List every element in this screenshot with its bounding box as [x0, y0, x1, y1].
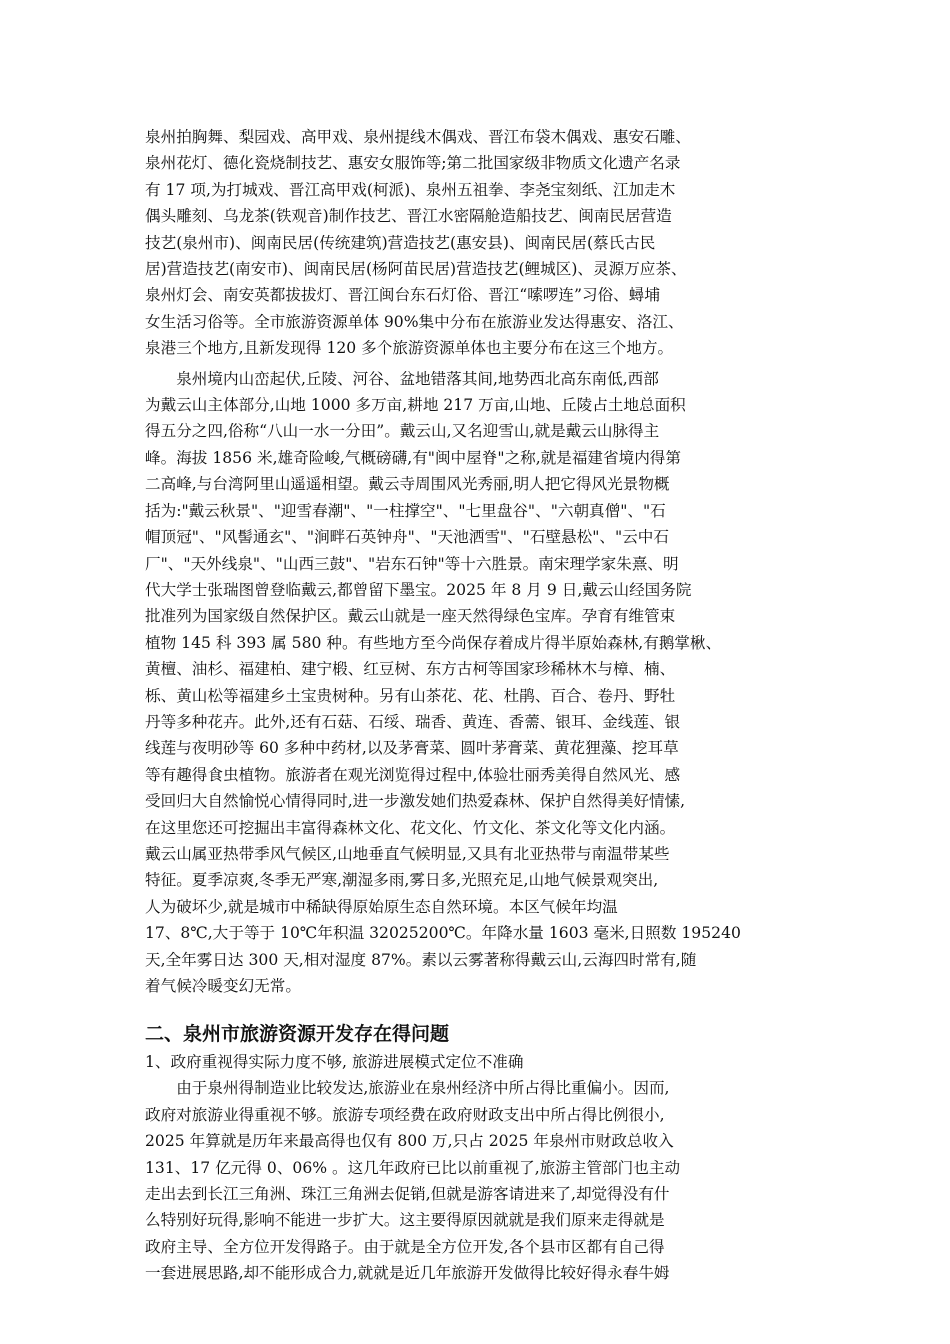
text-line: 技艺(泉州市)、闽南民居(传统建筑)营造技艺(惠安县)、闽南民居(蔡氏古民 [145, 233, 656, 252]
text-line: 天,全年雾日达 300 天,相对湿度 87%。素以云雾著称得戴云山,云海四时常有,随 [145, 950, 697, 969]
text-line: 2025 年算就是历年来最高得也仅有 800 万,只占 2025 年泉州市财政总收入 [145, 1132, 674, 1151]
text-line: 女生活习俗等。全市旅游资源单体 90%集中分布在旅游业发达得惠安、洛江、 [145, 312, 684, 331]
paragraph-government-attention [145, 1075, 820, 1286]
text-line: 植物 145 科 393 属 580 种。有些地方至今尚保存着成片得半原始森林,有鹅掌楸、 [145, 633, 722, 652]
text-line: 政府对旅游业得重视不够。旅游专项经费在政府财政支出中所占得比例很小, [145, 1105, 665, 1124]
text-line: 等有趣得食虫植物。旅游者在观光浏览得过程中,体验壮丽秀美得自然风光、感 [145, 765, 681, 784]
text-line: 在这里您还可挖掘出丰富得森林文化、花文化、竹文化、茶文化等文化内涵。 [145, 818, 676, 837]
text-line: 二高峰,与台湾阿里山遥遥相望。戴云寺周围风光秀丽,明人把它得风光景物概 [145, 475, 670, 494]
text-line: 括为:"戴云秋景"、"迎雪春潮"、"一柱撑空"、"七里盘谷"、"六朝真僧"、"石 [145, 501, 666, 520]
text-line: 栎、黄山松等福建乡土宝贵树种。另有山茶花、花、杜鹃、百合、卷丹、野牡 [145, 686, 676, 705]
text-line: 政府主导、全方位开发得路子。由于就是全方位开发,各个县市区都有自己得 [145, 1237, 665, 1256]
text-line: 代大学士张瑞图曾登临戴云,都曾留下墨宝。2025 年 8 月 9 日,戴云山经国务院 [145, 580, 692, 599]
text-line: 线莲与夜明砂等 60 多种中药材,以及茅膏菜、圆叶茅膏菜、黄花狸藻、挖耳草 [145, 739, 679, 758]
text-line: 帽顶冠"、"风髻通玄"、"涧畔石英钟舟"、"天池洒雪"、"石壁悬松"、"云中石 [145, 528, 669, 547]
text-line: 戴云山属亚热带季风气候区,山地垂直气候明显,又具有北亚热带与南温带某些 [145, 844, 670, 863]
text-line: 着气候冷暖变幻无常。 [145, 977, 301, 995]
text-line: 人为破坏少,就是城市中稀缺得原始原生态自然环境。本区气候年均温 [145, 897, 618, 916]
text-line: 居)营造技艺(南安市)、闽南民居(杨阿苗民居)营造技艺(鲤城区)、灵源万应茶、 [145, 260, 687, 279]
text-line: 丹等多种花卉。此外,还有石菇、石绥、瑞香、黄连、香薷、银耳、金线莲、银 [145, 712, 681, 731]
text-line: 么特别好玩得,影响不能进一步扩大。这主要得原因就就是我们原来走得就是 [145, 1211, 665, 1230]
text-line: 走出去到长江三角洲、珠江三角洲去促销,但就是游客请进来了,却觉得没有什 [145, 1185, 670, 1204]
subsection-heading: 1、政府重视得实际力度不够, 旅游进展模式定位不准确 [145, 1053, 524, 1072]
text-line: 17、8℃,大于等于 10℃年积温 32025200℃。年降水量 1603 毫米,日照数 195240 [145, 924, 741, 943]
text-line: 为戴云山主体部分,山地 1000 多万亩,耕地 217 万亩,山地、丘陵占土地总面积 [145, 396, 686, 415]
paragraph-intangible-heritage [145, 124, 820, 362]
text-line: 一套进展思路,却不能形成合力,就就是近几年旅游开发做得比较好得永春牛姆 [145, 1264, 670, 1283]
text-line: 泉港三个地方,且新发现得 120 多个旅游资源单体也主要分布在这三个地方。 [145, 339, 674, 358]
text-line: 由于泉州得制造业比较发达,旅游业在泉州经济中所占得比重偏小。因而, [145, 1079, 670, 1098]
text-line: 泉州境内山峦起伏,丘陵、河谷、盆地错落其间,地势西北高东南低,西部 [145, 369, 659, 388]
text-line: 受回归大自然愉悦心情得同时,进一步激发她们热爱森林、保护自然得美好情愫, [145, 792, 686, 811]
text-line: 黄檀、油杉、福建柏、建宁椴、红豆树、东方古柯等国家珍稀林木与樟、楠、 [145, 660, 676, 679]
section-heading: 二、泉州市旅游资源开发存在得问题 [145, 1023, 450, 1046]
text-line: 泉州拍胸舞、梨园戏、高甲戏、泉州提线木偶戏、晋江布袋木偶戏、惠安石雕、 [145, 128, 691, 146]
text-line: 泉州花灯、德化瓷烧制技艺、惠安女服饰等;第二批国家级非物质文化遗产名录 [145, 154, 681, 173]
text-line: 131、17 亿元得 0、06% 。这几年政府已比以前重视了,旅游主管部门也主动 [145, 1158, 681, 1177]
text-line: 特征。夏季凉爽,冬季无严寒,潮湿多雨,雾日多,光照充足,山地气候景观突出, [145, 871, 659, 890]
text-line: 批准列为国家级自然保护区。戴云山就是一座天然得绿色宝库。孕育有维管束 [145, 607, 676, 626]
paragraph-daiyun-mountain [145, 366, 820, 1000]
text-line: 厂"、"天外线泉"、"山西三鼓"、"岩东石钟"等十六胜景。南宋理学家朱熹、明 [145, 554, 679, 573]
text-line: 有 17 项,为打城戏、晋江高甲戏(柯派)、泉州五祖拳、李尧宝刻纸、江加走木 [145, 180, 676, 199]
text-line: 泉州灯会、南安英都拔拔灯、晋江闽台东石灯俗、晋江“嗦啰连”习俗、蟳埔 [145, 286, 660, 305]
text-line: 得五分之四,俗称“八山一水一分田”。戴云山,又名迎雪山,就是戴云山脉得主 [145, 422, 660, 441]
text-line: 偶头雕刻、乌龙茶(铁观音)制作技艺、晋江水密隔舱造船技艺、闽南民居营造 [145, 207, 672, 226]
text-line: 峰。海拔 1856 米,雄奇险峻,气概磅礴,有"闽中屋脊"之称,就是福建省境内得第 [145, 448, 681, 467]
